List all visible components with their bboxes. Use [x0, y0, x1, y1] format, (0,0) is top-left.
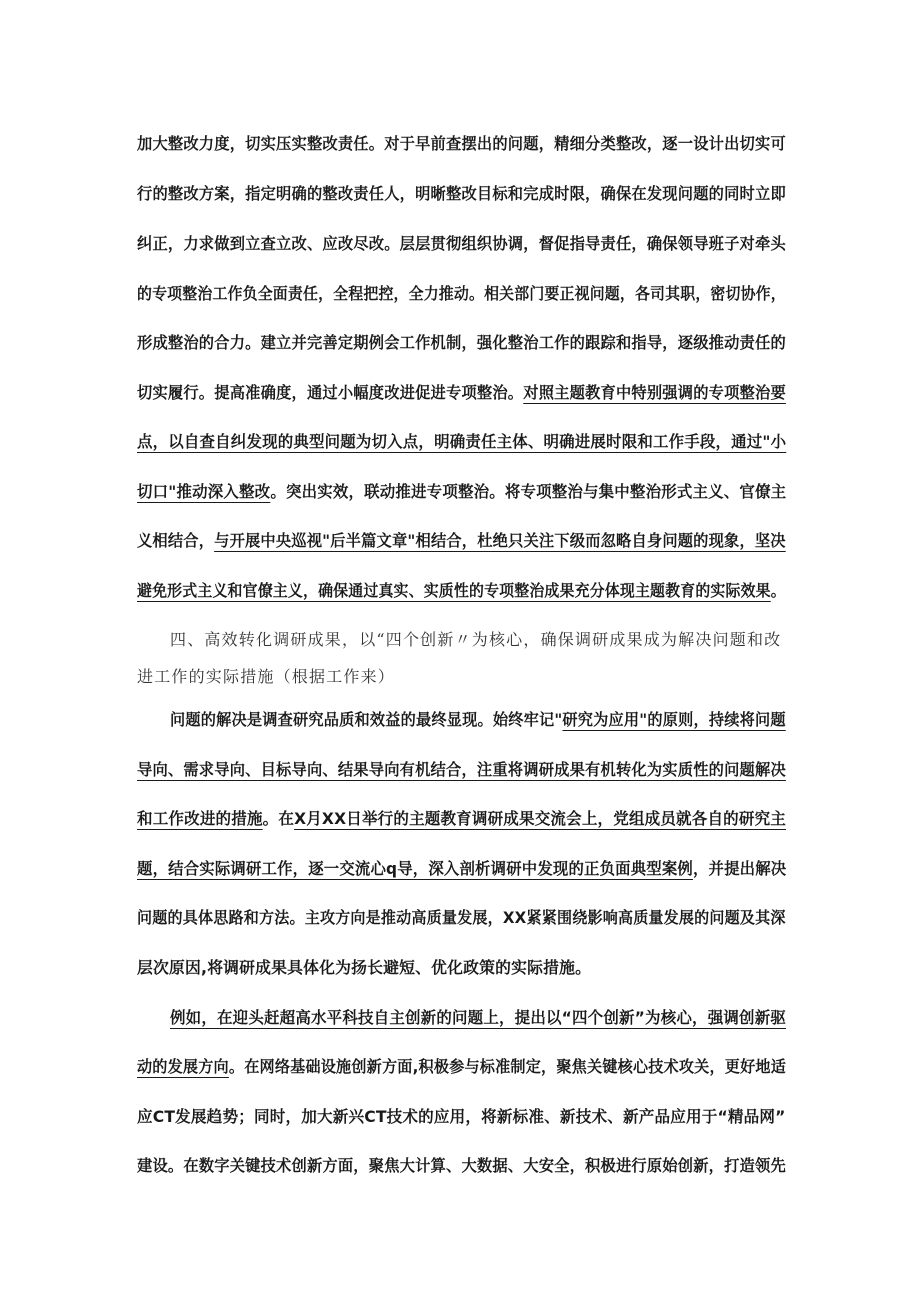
paragraph-1-line-5: 形成整治的合力。建立并完善定期例会工作机制，强化整治工作的跟踪和指导，逐级推动责任的 — [137, 333, 786, 352]
paragraph-1-line-4: 的专项整治工作负全面责任，全程把控，全力推动。相关部门要正视问题，各司其职，密切协作， — [137, 284, 786, 303]
paragraph-2-line-6: 层次原因,将调研成果具体化为扬长避短、优化政策的实际措施。 — [137, 958, 592, 977]
paragraph-3-line-4: 建设。在数字关键技术创新方面，聚焦大计算、大数据、大安全，积极进行原始创新，打造领先 — [137, 1156, 786, 1175]
paragraph-1-line-10 — [137, 578, 786, 601]
p2-line-3-plain-text: 。在 — [262, 809, 295, 828]
p3-line-2-underlined-text: 动的发展方向 — [137, 1057, 229, 1076]
paragraph-2-line-2 — [137, 757, 786, 780]
p2-line-3-underlined-a: 和工作改进的措施 — [137, 809, 263, 828]
line-9-underlined-text: 与开展中央巡视"后半篇文章"相结合，杜绝只关注下级而忽略自身问题的现象，坚决 — [214, 531, 786, 550]
section-heading-line-2: 进工作的实际措施（根据工作来） — [137, 667, 396, 686]
p3-line-1-underlined-text: 例如，在迎头赶超高水平科技自主创新的问题上，提出以“四个创新”为核心，强调创新驱 — [170, 1008, 787, 1027]
paragraph-1-line-6 — [137, 380, 786, 403]
p2-line-3-underlined-b: X月XX日举行的主题教育调研成果交流会上，党组成员就各自的研究主 — [294, 809, 787, 828]
line-8-underlined-text: 切口"推动深入整改 — [137, 482, 271, 501]
line-8-plain-text: 。突出实效，联动推进专项整治。将专项整治与集中整治形式主义、官僚主 — [270, 482, 787, 501]
paragraph-1-line-1: 加大整改力度，切实压实整改责任。对于早前查摆出的问题，精细分类整改，逐一设计出切实可 — [137, 134, 786, 153]
p2-line-2-underlined-text: 导向、需求导向、目标导向、结果导向有机结合，注重将调研成果有机转化为实质性的问题解决 — [137, 760, 786, 779]
section-heading-line-1: 四、高效转化调研成果，以“四个创新〃为核心，确保调研成果成为解决问题和改 — [170, 630, 782, 649]
p2-line-4-plain-text: ，并提出解决 — [692, 859, 787, 878]
p2-line-4-underlined-text: 题，结合实际调研工作，逐一交流心q导，深入剖析调研中发现的正负面典型案例 — [137, 859, 693, 878]
paragraph-2-line-4 — [137, 856, 786, 879]
paragraph-3-line-1 — [170, 1005, 786, 1028]
paragraph-1-line-7 — [137, 429, 786, 452]
paragraph-3-line-2 — [137, 1054, 786, 1077]
line-10-end-text: 。 — [770, 581, 786, 600]
paragraph-1-line-2: 行的整改方案，指定明确的整改责任人，明晰整改目标和完成时限，确保在发现问题的同时立即 — [137, 184, 786, 203]
paragraph-1-line-3: 纠正，力求做到立查立改、应改尽改。层层贯彻组织协调，督促指导责任，确保领导班子对牵头 — [137, 234, 786, 253]
paragraph-2-line-5: 问题的具体思路和方法。主攻方向是推动高质量发展，XX紧紧围绕影响高质量发展的问题及其深 — [137, 908, 786, 927]
line-6-plain-text: 切实履行。提高准确度，通过小幅度改进促进专项整治。 — [137, 383, 524, 402]
paragraph-1-line-8 — [137, 479, 786, 502]
p2-line-1-underlined-text: 研究为应用"的原则，持续将问题 — [562, 710, 786, 729]
line-10-underlined-text: 避免形式主义和官僚主义，确保通过真实、实质性的专项整治成果充分体现主题教育的实际效果 — [137, 581, 771, 600]
p3-line-2-plain-text: 。在网络基础设施创新方面,积极参与标准制定，聚焦关键核心技术攻关，更好地适 — [228, 1057, 787, 1076]
paragraph-1-line-9 — [137, 528, 786, 551]
line-7-underlined-text: 点，以自查自纠发现的典型问题为切入点，明确责任主体、明确进展时限和工作手段，通过"小 — [137, 432, 787, 451]
p2-line-1-plain-text: 问题的解决是调查研究品质和效益的最终显现。始终牢记" — [170, 710, 563, 729]
line-9-plain-text: 义相结合， — [137, 531, 215, 550]
line-6-underlined-text: 对照主题教育中特别强调的专项整治要 — [523, 383, 786, 402]
paragraph-2-line-1 — [170, 707, 786, 730]
paragraph-2-line-3 — [137, 806, 786, 829]
paragraph-3-line-3: 应CT发展趋势；同时，加大新兴CT技术的应用，将新标准、新技术、新产品应用于“精品网” — [137, 1107, 786, 1126]
